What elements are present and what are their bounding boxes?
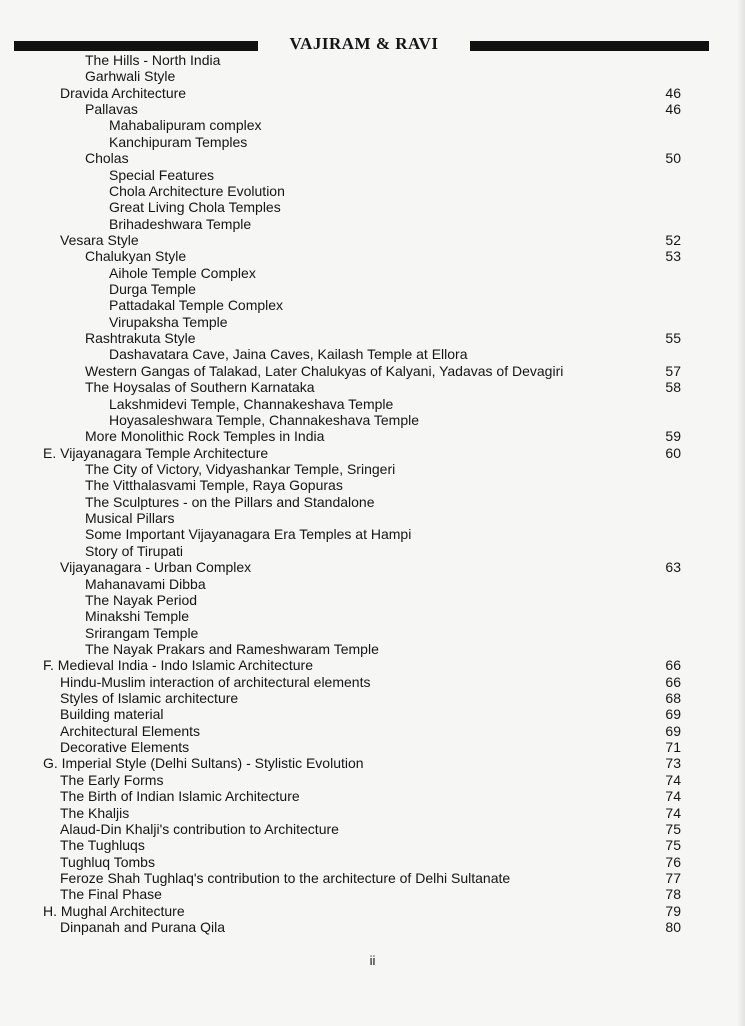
toc-entry <box>0 706 745 722</box>
toc-entry-title: The Hoysalas of Southern Karnataka <box>85 379 315 396</box>
toc-entry-title: Lakshmidevi Temple, Channakeshava Temple <box>109 395 394 412</box>
toc-entry-page: 66 <box>665 657 681 674</box>
toc-entry-page: 74 <box>665 788 681 805</box>
toc-entry <box>0 543 745 559</box>
toc-entry <box>0 510 745 526</box>
toc-entry-title: Some Important Vijayanagara Era Temples at Hampi <box>85 526 412 543</box>
toc-entry-title: H. Mughal Architecture <box>43 902 185 919</box>
toc-entry-title: Feroze Shah Tughlaq's contribution to the architecture of Delhi Sultanate <box>60 869 511 886</box>
toc-entry <box>0 134 745 150</box>
toc-entry-page: 77 <box>665 869 681 886</box>
toc-entry <box>0 330 745 346</box>
toc-entry <box>0 886 745 902</box>
toc-entry <box>0 739 745 755</box>
toc-entry-title: The City of Victory, Vidyashankar Temple, Sringeri <box>85 460 396 477</box>
toc-entry-title: The Birth of Indian Islamic Architecture <box>60 788 300 805</box>
toc-entry-title: Hoyasaleshwara Temple, Channakeshava Temple <box>109 411 419 428</box>
toc-entry-title: Dravida Architecture <box>60 84 187 101</box>
toc-entry-page: 52 <box>665 231 681 248</box>
toc-entry <box>0 314 745 330</box>
toc-entry-title: Rashtrakuta Style <box>85 330 196 347</box>
toc-entry <box>0 461 745 477</box>
toc-entry <box>0 167 745 183</box>
toc-entry <box>0 248 745 264</box>
toc-entry <box>0 576 745 592</box>
toc-entry <box>0 363 745 379</box>
toc-entry <box>0 396 745 412</box>
toc-entry-title: Tughluq Tombs <box>60 853 155 870</box>
toc-entry <box>0 788 745 804</box>
toc-entry-title: The Nayak Period <box>85 591 198 608</box>
toc-entry <box>0 641 745 657</box>
toc-entry-page: 69 <box>665 722 681 739</box>
toc-entry-title: Pallavas <box>85 101 138 118</box>
toc-entry-title: The Vitthalasvami Temple, Raya Gopuras <box>85 477 343 494</box>
toc-entry-page: 74 <box>665 771 681 788</box>
toc-entry-title: Building material <box>60 706 164 723</box>
page-header <box>14 34 709 53</box>
toc-entry-title: Story of Tirupati <box>85 542 184 559</box>
toc-entry-title: More Monolithic Rock Temples in India <box>85 428 325 445</box>
toc-entry-title: Styles of Islamic architecture <box>60 690 239 707</box>
toc-entry <box>0 445 745 461</box>
toc-entry-title: The Final Phase <box>60 886 162 903</box>
toc-entry <box>0 477 745 493</box>
header-rule-left <box>14 41 258 51</box>
toc-entry <box>0 117 745 133</box>
toc-entry-title: Minakshi Temple <box>85 608 190 625</box>
toc-entry-page: 68 <box>665 690 681 707</box>
toc-entry <box>0 559 745 575</box>
toc-entry-title: The Nayak Prakars and Rameshwaram Temple <box>85 640 379 657</box>
toc-entry <box>0 297 745 313</box>
toc-entry-title: Dinpanah and Purana Qila <box>60 919 226 936</box>
toc-entry-title: The Sculptures - on the Pillars and Standalone <box>85 493 375 510</box>
toc-entry-title: Musical Pillars <box>85 510 175 527</box>
toc-entry-title: E. Vijayanagara Temple Architecture <box>43 444 269 461</box>
toc-entry <box>0 592 745 608</box>
toc-entry-title: Alaud-Din Khalji's contribution to Architecture <box>60 820 339 837</box>
toc-entry <box>0 821 745 837</box>
toc-entry-page: 46 <box>665 84 681 101</box>
toc-entry <box>0 657 745 673</box>
toc-entry-title: Aihole Temple Complex <box>109 264 256 281</box>
toc-entry <box>0 52 745 68</box>
toc-entry <box>0 723 745 739</box>
toc-entry <box>0 494 745 510</box>
toc-entry-page: 75 <box>665 837 681 854</box>
toc-entry-title: Hindu-Muslim interaction of architectural elements <box>60 673 371 690</box>
toc-entry <box>0 68 745 84</box>
toc-entry-title: Special Features <box>109 166 215 183</box>
toc-entry <box>0 805 745 821</box>
toc-entry-page: 58 <box>665 379 681 396</box>
toc-entry-page: 46 <box>665 101 681 118</box>
table-of-contents <box>0 52 745 935</box>
scan-edge-shadow <box>737 0 745 1026</box>
toc-entry <box>0 101 745 117</box>
toc-entry <box>0 919 745 935</box>
toc-entry-page: 78 <box>665 886 681 903</box>
toc-entry-page: 71 <box>665 739 681 756</box>
toc-entry-title: Brihadeshwara Temple <box>109 215 252 232</box>
toc-entry-page: 59 <box>665 428 681 445</box>
toc-entry-title: The Tughluqs <box>60 837 145 854</box>
toc-entry-title: Vijayanagara - Urban Complex <box>60 559 252 576</box>
toc-entry-page: 66 <box>665 673 681 690</box>
toc-entry-title: Decorative Elements <box>60 739 190 756</box>
toc-entry <box>0 870 745 886</box>
toc-entry-title: Dashavatara Cave, Jaina Caves, Kailash Temple at Ellora <box>109 346 468 363</box>
toc-entry <box>0 690 745 706</box>
toc-entry <box>0 674 745 690</box>
toc-entry-title: F. Medieval India - Indo Islamic Architecture <box>43 657 314 674</box>
toc-entry-title: Vesara Style <box>60 231 139 248</box>
toc-entry <box>0 608 745 624</box>
toc-entry <box>0 772 745 788</box>
toc-entry-page: 63 <box>665 559 681 576</box>
toc-entry <box>0 526 745 542</box>
toc-entry <box>0 346 745 362</box>
toc-entry-page: 50 <box>665 150 681 167</box>
toc-entry-page: 69 <box>665 706 681 723</box>
page-number: ii <box>369 953 376 968</box>
toc-entry-title: The Hills - North India <box>85 52 221 68</box>
toc-entry-page: 53 <box>665 248 681 265</box>
toc-entry-title: Srirangam Temple <box>85 624 199 641</box>
toc-entry-title: G. Imperial Style (Delhi Sultans) - Stylistic Evolution <box>43 755 364 772</box>
toc-entry-page: 80 <box>665 919 681 936</box>
toc-entry-page: 74 <box>665 804 681 821</box>
toc-entry-page: 79 <box>665 902 681 919</box>
header-title: VAJIRAM & RAVI <box>289 34 439 53</box>
toc-entry-title: Chalukyan Style <box>85 248 187 265</box>
toc-entry <box>0 428 745 444</box>
toc-entry-page: 57 <box>665 362 681 379</box>
toc-entry <box>0 837 745 853</box>
toc-entry <box>0 199 745 215</box>
toc-entry-title: Mahabalipuram complex <box>109 117 262 134</box>
toc-entry <box>0 150 745 166</box>
toc-entry-title: The Early Forms <box>60 771 164 788</box>
toc-entry-title: Virupaksha Temple <box>109 313 228 330</box>
toc-entry-page: 75 <box>665 820 681 837</box>
toc-entry-title: Architectural Elements <box>60 722 201 739</box>
toc-entry <box>0 903 745 919</box>
toc-entry <box>0 216 745 232</box>
toc-entry <box>0 379 745 395</box>
toc-entry <box>0 625 745 641</box>
toc-entry-title: Durga Temple <box>109 281 196 298</box>
toc-entry <box>0 755 745 771</box>
toc-entry-title: Western Gangas of Talakad, Later Chalukyas of Kalyani, Yadavas of Devagiri <box>85 362 564 379</box>
toc-entry-title: Pattadakal Temple Complex <box>109 297 284 314</box>
toc-entry-title: Kanchipuram Temples <box>109 133 248 150</box>
toc-entry <box>0 854 745 870</box>
toc-entry <box>0 412 745 428</box>
toc-entry-title: Great Living Chola Temples <box>109 199 281 216</box>
toc-entry-title: Cholas <box>85 150 129 167</box>
toc-entry-title: Chola Architecture Evolution <box>109 182 285 199</box>
toc-entry-page: 73 <box>665 755 681 772</box>
toc-entry <box>0 265 745 281</box>
header-rule-right <box>470 41 709 51</box>
toc-entry-page: 60 <box>665 444 681 461</box>
toc-entry <box>0 85 745 101</box>
toc-entry-title: Garhwali Style <box>85 68 176 85</box>
toc-entry <box>0 281 745 297</box>
toc-entry <box>0 183 745 199</box>
toc-entry <box>0 232 745 248</box>
toc-entry-page: 55 <box>665 330 681 347</box>
toc-entry-title: The Khaljis <box>60 804 130 821</box>
toc-entry-title: Mahanavami Dibba <box>85 575 206 592</box>
toc-entry-page: 76 <box>665 853 681 870</box>
